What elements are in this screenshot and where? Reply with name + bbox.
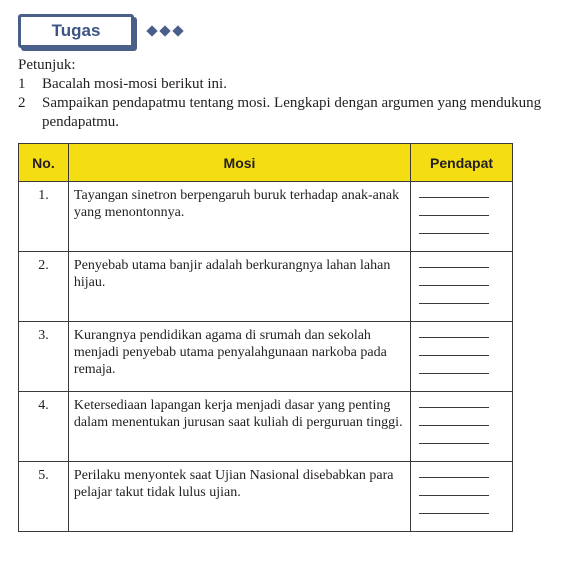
header-mosi: Mosi: [68, 144, 410, 182]
step-text: Sampaikan pendapatmu tentang mosi. Lengkapi dengan argumen yang mendukung pendapatmu.: [42, 95, 542, 130]
answer-line[interactable]: [419, 407, 489, 408]
answer-line[interactable]: [419, 513, 489, 514]
opinion-cell[interactable]: [411, 182, 513, 252]
instruction-step: [18, 94, 558, 132]
motion-table: [18, 143, 513, 532]
opinion-cell[interactable]: [411, 392, 513, 462]
answer-line[interactable]: [419, 355, 489, 356]
row-mosi: Perilaku menyontek saat Ujian Nasional disebabkan para pelajar takut tidak lulus ujian.: [68, 462, 410, 532]
opinion-cell[interactable]: [411, 462, 513, 532]
instructions-title: Petunjuk:: [18, 57, 76, 73]
header-no: No.: [19, 144, 69, 182]
diamond-icon: [146, 25, 157, 36]
row-mosi: Penyebab utama banjir adalah berkurangnya lahan lahan hijau.: [68, 252, 410, 322]
answer-line[interactable]: [419, 215, 489, 216]
table-header-row: [19, 144, 513, 182]
diamond-ornament: [148, 27, 182, 35]
opinion-cell[interactable]: [411, 252, 513, 322]
answer-line[interactable]: [419, 337, 489, 338]
table-row: [19, 392, 513, 462]
answer-line[interactable]: [419, 233, 489, 234]
task-header: [18, 14, 182, 48]
answer-line[interactable]: [419, 267, 489, 268]
answer-line[interactable]: [419, 285, 489, 286]
row-number: 2.: [19, 252, 69, 322]
answer-line[interactable]: [419, 495, 489, 496]
step-text: Bacalah mosi-mosi berikut ini.: [42, 76, 227, 92]
table-row: [19, 322, 513, 392]
answer-line[interactable]: [419, 303, 489, 304]
opinion-cell[interactable]: [411, 322, 513, 392]
diamond-icon: [159, 25, 170, 36]
table-row: [19, 182, 513, 252]
table-row: [19, 462, 513, 532]
step-number: 1: [18, 76, 26, 92]
row-number: 5.: [19, 462, 69, 532]
row-number: 4.: [19, 392, 69, 462]
answer-line[interactable]: [419, 477, 489, 478]
answer-line[interactable]: [419, 425, 489, 426]
task-title: Tugas: [18, 14, 134, 48]
header-pendapat: Pendapat: [411, 144, 513, 182]
table-row: [19, 252, 513, 322]
answer-line[interactable]: [419, 197, 489, 198]
instructions: [18, 56, 558, 132]
row-number: 3.: [19, 322, 69, 392]
row-mosi: Ketersediaan lapangan kerja menjadi dasar yang penting dalam menentukan jurusan saat kuliah di perguruan tinggi.: [68, 392, 410, 462]
answer-line[interactable]: [419, 373, 489, 374]
row-number: 1.: [19, 182, 69, 252]
instruction-step: [18, 75, 558, 94]
step-number: 2: [18, 95, 26, 111]
row-mosi: Kurangnya pendidikan agama di srumah dan sekolah menjadi penyebab utama penyalahgunaan narkoba pada remaja.: [68, 322, 410, 392]
diamond-icon: [172, 25, 183, 36]
answer-line[interactable]: [419, 443, 489, 444]
row-mosi: Tayangan sinetron berpengaruh buruk terhadap anak-anak yang menontonnya.: [68, 182, 410, 252]
